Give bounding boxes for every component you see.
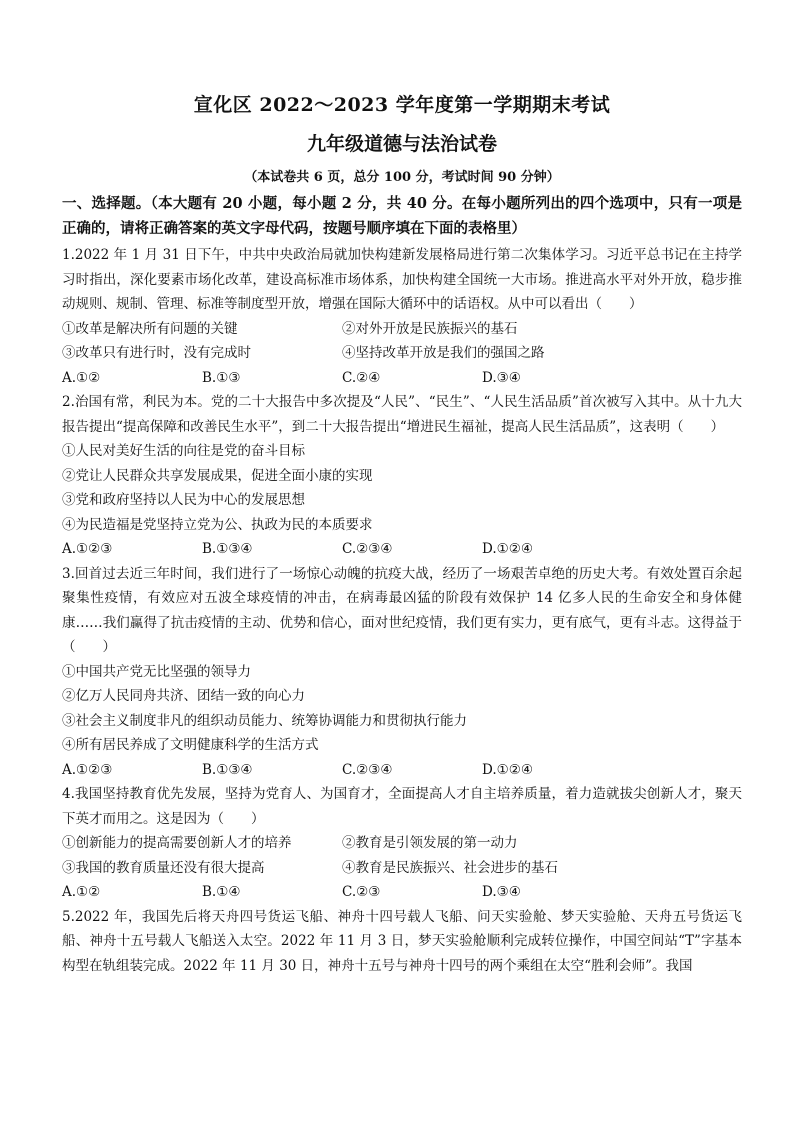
- statement: ①改革是解决所有问题的关键: [62, 320, 238, 337]
- statement: ③党和政府坚持以人民为中心的发展思想: [62, 492, 305, 508]
- option-c[interactable]: C.②③: [342, 884, 381, 900]
- question-stem: 3.回首过去近三年时间，我们进行了一场惊心动魄的抗疫大战，经历了一场艰苦卓绝的历史大考。有效处置百余起聚集性疫情，有效应对五波全球疫情的冲击，在病毒最凶猛的阶段有效保护 14 亿多人民的生命安全和身体健康……我们赢得了抗击疫情的主动、优势和信心，面对世纪疫情，我们更有实力，更有底气，更有斗志。这得益于（ ）: [62, 565, 742, 655]
- option-b[interactable]: B.①③: [202, 369, 241, 386]
- statement: ③改革只有进行时，没有完成时: [62, 345, 251, 361]
- section-heading: 一、选择题。（本大题有 20 小题，每小题 2 分，共 40 分。在每小题所列出的四个选项中，只有一项是正确的，请将正确答案的英文字母代码，按题号顺序填在下面的表格里）: [62, 195, 742, 237]
- option-d[interactable]: D.③④: [482, 884, 521, 900]
- statement: ①人民对美好生活的向往是党的奋斗目标: [62, 443, 305, 459]
- option-b[interactable]: B.①④: [202, 884, 241, 900]
- question-stem: 5.2022 年，我国先后将天舟四号货运飞船、神舟十四号载人飞船、问天实验舱、梦天实验舱、天舟五号货运飞船、神舟十五号载人飞船送入太空。2022 年 11 月 3 日，梦天实验舱顺利完成转位操作，中国空间站“T”字基本构型在轨组装完成。2022 年 11 月 30 日，神舟十五号与神舟十四号的两个乘组在太空“胜利会师”。我国: [62, 908, 742, 974]
- statement: ②亿万人民同舟共济、团结一致的向心力: [62, 688, 305, 704]
- statement: ②对外开放是民族振兴的基石: [342, 320, 518, 337]
- exam-page: [62, 90, 742, 978]
- option-a[interactable]: A.①②③: [62, 761, 113, 778]
- option-d[interactable]: D.①②④: [482, 541, 533, 557]
- exam-note: （本试卷共 6 页，总分 100 分，考试时间 90 分钟）: [244, 170, 560, 185]
- statement-row: [62, 341, 742, 366]
- statement: ①创新能力的提高需要创新人才的培养: [62, 835, 292, 851]
- answer-options: [62, 880, 742, 905]
- answer-options: [62, 537, 742, 562]
- option-b[interactable]: B.①③④: [202, 761, 253, 778]
- statement: ④教育是民族振兴、社会进步的基石: [342, 859, 558, 876]
- question-1: [62, 243, 742, 390]
- exam-title: 宣化区 2022～2023 学年度第一学期期末考试: [193, 94, 611, 116]
- statement: ④为民造福是党坚持立党为公、执政为民的本质要求: [62, 516, 373, 533]
- answer-options: [62, 366, 742, 391]
- question-stem: 2.治国有常，利民为本。党的二十大报告中多次提及“人民”、“民生”、“人民生活品质”首次被写入其中。从十九大报告提出“提高保障和改善民生水平”，到二十大报告提出“增进民生福祉，提高人民生活品质”，这表明（ ）: [62, 394, 742, 435]
- statement: ②教育是引领发展的第一动力: [342, 835, 518, 851]
- statement: ④所有居民养成了文明健康科学的生活方式: [62, 737, 319, 753]
- statement: ①中国共产党无比坚强的领导力: [62, 663, 251, 680]
- option-a[interactable]: A.①②③: [62, 541, 113, 557]
- question-stem: 1.2022 年 1 月 31 日下午，中共中央政治局就加快构建新发展格局进行第二次集体学习。习近平总书记在主持学习时指出，深化要素市场化改革，建设高标准市场体系，加快构建全国统一大市场。推进高水平对外开放，稳步推动规则、规制、管理、标准等制度型开放，增强在国际大循环中的话语权。从中可以看出（ ）: [62, 247, 742, 312]
- option-c[interactable]: C.②③④: [342, 541, 393, 557]
- question-2: [62, 390, 742, 562]
- statement: ③社会主义制度非凡的组织动员能力、统筹协调能力和贯彻执行能力: [62, 712, 467, 729]
- question-stem: 4.我国坚持教育优先发展，坚持为党育人、为国育才，全面提高人才自主培养质量，着力造就拔尖创新人才，聚天下英才而用之。这是因为（ ）: [62, 786, 742, 827]
- statement: ②党让人民群众共享发展成果，促进全面小康的实现: [62, 467, 373, 484]
- option-b[interactable]: B.①③④: [202, 541, 253, 557]
- statement-row: [62, 831, 742, 856]
- option-d[interactable]: D.①②④: [482, 761, 533, 778]
- statement-row: [62, 856, 742, 881]
- option-a[interactable]: A.①②: [62, 369, 101, 386]
- question-5: [62, 905, 742, 979]
- statement-row: [62, 317, 742, 342]
- exam-subtitle: 九年级道德与法治试卷: [306, 133, 497, 155]
- statement: ④坚持改革开放是我们的强国之路: [342, 345, 545, 361]
- statement: ③我国的教育质量还没有很大提高: [62, 859, 265, 876]
- option-c[interactable]: C.②③④: [342, 761, 393, 778]
- option-c[interactable]: C.②④: [342, 369, 381, 386]
- answer-options: [62, 758, 742, 783]
- question-4: [62, 782, 742, 905]
- option-a[interactable]: A.①②: [62, 884, 101, 900]
- question-3: [62, 562, 742, 783]
- option-d[interactable]: D.③④: [482, 369, 521, 386]
